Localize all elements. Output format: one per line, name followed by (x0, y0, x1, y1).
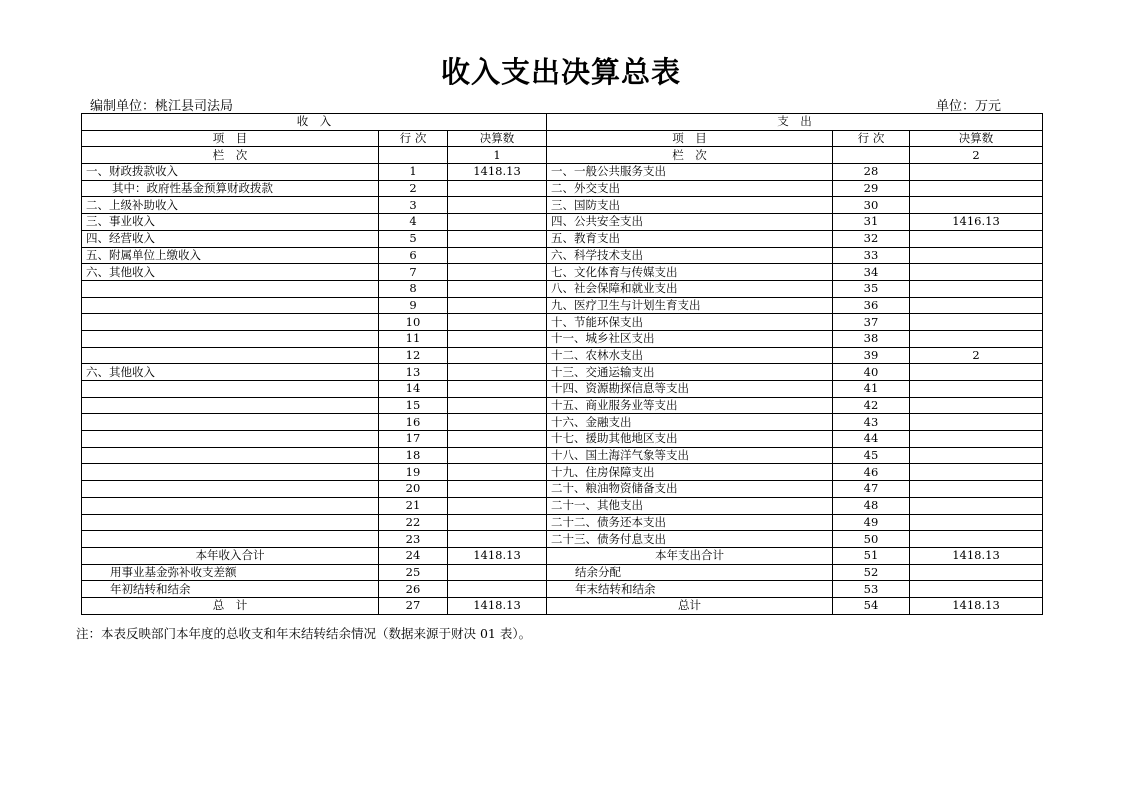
income-row-no-cell: 2 (379, 180, 448, 197)
income-row-no-cell: 16 (379, 414, 448, 431)
income-amount-cell (448, 431, 547, 448)
table-row (82, 264, 1043, 281)
income-item-cell: 用事业基金弥补收支差额 (82, 564, 379, 581)
income-row-no-cell: 25 (379, 564, 448, 581)
income-amount-header: 决算数 (448, 130, 547, 147)
income-row-no-cell: 7 (379, 264, 448, 281)
income-amount-cell: 1418.13 (448, 597, 547, 614)
expense-amount-cell (910, 247, 1043, 264)
expense-amount-cell (910, 314, 1043, 331)
expense-amount-cell (910, 364, 1043, 381)
table-row (82, 230, 1043, 247)
income-item-cell: 总 计 (82, 597, 379, 614)
income-item-cell (82, 347, 379, 364)
expense-row-no-cell: 39 (833, 347, 910, 364)
income-row-no-cell: 5 (379, 230, 448, 247)
expense-item-cell: 十七、援助其他地区支出 (547, 431, 833, 448)
income-item-cell: 其中：政府性基金预算财政拨款 (82, 180, 379, 197)
income-item-cell (82, 481, 379, 498)
table-row (82, 214, 1043, 231)
expense-row-no-cell: 45 (833, 447, 910, 464)
footnote: 注：本表反映部门本年度的总收支和年末结转结余情况（数据来源于财决 01 表）。 (76, 626, 532, 641)
income-amount-cell (448, 197, 547, 214)
income-item-cell (82, 447, 379, 464)
income-row-no-cell: 3 (379, 197, 448, 214)
table-row (82, 330, 1043, 347)
table-row (82, 297, 1043, 314)
expense-item-cell: 一、一般公共服务支出 (547, 164, 833, 181)
income-column-label: 栏 次 (82, 147, 379, 164)
expense-amount-cell (910, 280, 1043, 297)
income-amount-cell (448, 264, 547, 281)
expense-item-cell: 九、医疗卫生与计划生育支出 (547, 297, 833, 314)
income-amount-cell (448, 330, 547, 347)
expense-row-no-cell: 40 (833, 364, 910, 381)
income-item-cell (82, 414, 379, 431)
expense-row-no-cell: 49 (833, 514, 910, 531)
column-index-row (82, 147, 1043, 164)
total-row (82, 564, 1043, 581)
table-row (82, 381, 1043, 398)
expense-item-cell: 八、社会保障和就业支出 (547, 280, 833, 297)
income-amount-cell (448, 314, 547, 331)
expense-amount-cell (910, 431, 1043, 448)
expense-amount-cell (910, 397, 1043, 414)
income-row-no-cell: 13 (379, 364, 448, 381)
income-item-cell (82, 431, 379, 448)
income-column-index: 1 (448, 147, 547, 164)
expense-row-no-cell: 52 (833, 564, 910, 581)
income-row-no-cell: 15 (379, 397, 448, 414)
income-item-cell: 五、附属单位上缴收入 (82, 247, 379, 264)
table-row (82, 397, 1043, 414)
expense-row-no-cell: 34 (833, 264, 910, 281)
income-item-cell: 一、财政拨款收入 (82, 164, 379, 181)
page-title: 收入支出决算总表 (440, 55, 681, 89)
income-amount-cell (448, 381, 547, 398)
income-amount-cell (448, 581, 547, 598)
income-row-no-cell: 12 (379, 347, 448, 364)
income-row-no-cell: 26 (379, 581, 448, 598)
income-row-no-cell: 9 (379, 297, 448, 314)
expense-amount-cell: 1418.13 (910, 547, 1043, 564)
expense-row-no-cell: 33 (833, 247, 910, 264)
income-row-no-cell: 1 (379, 164, 448, 181)
expense-amount-cell (910, 514, 1043, 531)
expense-amount-cell (910, 330, 1043, 347)
expense-row-no-cell: 42 (833, 397, 910, 414)
expense-row-no-cell: 43 (833, 414, 910, 431)
income-item-cell (82, 514, 379, 531)
expense-item-cell: 二十三、债务付息支出 (547, 531, 833, 548)
income-expense-table (81, 113, 1043, 615)
income-amount-cell (448, 347, 547, 364)
income-amount-cell (448, 180, 547, 197)
total-row (82, 547, 1043, 564)
table-row (82, 531, 1043, 548)
expense-amount-cell (910, 414, 1043, 431)
table-row (82, 414, 1043, 431)
expense-item-header: 项 目 (547, 130, 833, 147)
income-amount-cell (448, 230, 547, 247)
expense-item-cell: 十三、交通运输支出 (547, 364, 833, 381)
income-item-header: 项 目 (82, 130, 379, 147)
expense-row-no-cell: 41 (833, 381, 910, 398)
income-item-cell: 年初结转和结余 (82, 581, 379, 598)
income-amount-cell (448, 364, 547, 381)
income-row-no-cell: 20 (379, 481, 448, 498)
expense-item-cell: 二、外交支出 (547, 180, 833, 197)
income-item-cell: 六、其他收入 (82, 264, 379, 281)
expense-item-cell: 十一、城乡社区支出 (547, 330, 833, 347)
expense-row-no-cell: 31 (833, 214, 910, 231)
income-row-no-cell: 11 (379, 330, 448, 347)
expense-row-no-cell: 46 (833, 464, 910, 481)
income-row-no-cell: 10 (379, 314, 448, 331)
expense-amount-cell (910, 381, 1043, 398)
expense-column-label: 栏 次 (547, 147, 833, 164)
income-column-index-blank (379, 147, 448, 164)
expense-item-cell: 三、国防支出 (547, 197, 833, 214)
income-item-cell: 六、其他收入 (82, 364, 379, 381)
table-row (82, 247, 1043, 264)
table-row (82, 197, 1043, 214)
expense-row-no-header: 行 次 (833, 130, 910, 147)
reporting-unit: 编制单位：桃江县司法局 (90, 99, 234, 114)
income-item-cell (82, 397, 379, 414)
expense-amount-cell (910, 264, 1043, 281)
income-item-cell (82, 464, 379, 481)
table-row (82, 164, 1043, 181)
expense-row-no-cell: 51 (833, 547, 910, 564)
table-row (82, 180, 1043, 197)
income-amount-cell (448, 514, 547, 531)
total-row (82, 581, 1043, 598)
table-row (82, 347, 1043, 364)
table-row (82, 464, 1043, 481)
expense-amount-cell: 2 (910, 347, 1043, 364)
income-row-no-cell: 8 (379, 280, 448, 297)
expense-amount-cell (910, 180, 1043, 197)
table-row (82, 280, 1043, 297)
income-amount-cell: 1418.13 (448, 164, 547, 181)
income-row-no-cell: 24 (379, 547, 448, 564)
table-row (82, 447, 1043, 464)
income-amount-cell (448, 414, 547, 431)
expense-item-cell: 总计 (547, 597, 833, 614)
expense-row-no-cell: 29 (833, 180, 910, 197)
expense-item-cell: 年末结转和结余 (547, 581, 833, 598)
expense-item-cell: 结余分配 (547, 564, 833, 581)
income-row-no-cell: 23 (379, 531, 448, 548)
income-row-no-header: 行 次 (379, 130, 448, 147)
expense-amount-cell (910, 164, 1043, 181)
expense-row-no-cell: 50 (833, 531, 910, 548)
income-amount-cell (448, 447, 547, 464)
income-row-no-cell: 21 (379, 497, 448, 514)
expense-column-index: 2 (910, 147, 1043, 164)
expense-amount-cell: 1418.13 (910, 597, 1043, 614)
expense-item-cell: 十五、商业服务业等支出 (547, 397, 833, 414)
income-amount-cell: 1418.13 (448, 547, 547, 564)
income-item-cell: 二、上级补助收入 (82, 197, 379, 214)
table-row (82, 314, 1043, 331)
table-row (82, 364, 1043, 381)
expense-item-cell: 十二、农林水支出 (547, 347, 833, 364)
income-amount-cell (448, 531, 547, 548)
income-row-no-cell: 6 (379, 247, 448, 264)
section-header-row (82, 114, 1043, 131)
expense-row-no-cell: 28 (833, 164, 910, 181)
income-amount-cell (448, 481, 547, 498)
income-item-cell (82, 531, 379, 548)
expense-amount-cell (910, 564, 1043, 581)
income-amount-cell (448, 247, 547, 264)
expense-item-cell: 本年支出合计 (547, 547, 833, 564)
expense-row-no-cell: 54 (833, 597, 910, 614)
expense-item-cell: 二十二、债务还本支出 (547, 514, 833, 531)
income-row-no-cell: 22 (379, 514, 448, 531)
income-item-cell: 三、事业收入 (82, 214, 379, 231)
expense-item-cell: 十四、资源勘探信息等支出 (547, 381, 833, 398)
expense-amount-cell (910, 230, 1043, 247)
income-item-cell (82, 297, 379, 314)
income-item-cell: 本年收入合计 (82, 547, 379, 564)
expense-item-cell: 四、公共安全支出 (547, 214, 833, 231)
income-row-no-cell: 18 (379, 447, 448, 464)
income-item-cell (82, 314, 379, 331)
expense-amount-cell (910, 447, 1043, 464)
income-row-no-cell: 4 (379, 214, 448, 231)
expense-row-no-cell: 47 (833, 481, 910, 498)
income-amount-cell (448, 397, 547, 414)
income-amount-cell (448, 497, 547, 514)
income-item-cell (82, 280, 379, 297)
income-item-cell (82, 497, 379, 514)
income-amount-cell (448, 564, 547, 581)
expense-row-no-cell: 30 (833, 197, 910, 214)
expense-row-no-cell: 38 (833, 330, 910, 347)
total-row (82, 597, 1043, 614)
expense-amount-cell (910, 297, 1043, 314)
expense-item-cell: 二十、粮油物资储备支出 (547, 481, 833, 498)
table-row (82, 431, 1043, 448)
expense-row-no-cell: 36 (833, 297, 910, 314)
table-row (82, 497, 1043, 514)
expense-amount-header: 决算数 (910, 130, 1043, 147)
expense-item-cell: 十六、金融支出 (547, 414, 833, 431)
expense-amount-cell (910, 481, 1043, 498)
expense-row-no-cell: 37 (833, 314, 910, 331)
income-amount-cell (448, 297, 547, 314)
expense-section-header: 支 出 (547, 114, 1043, 131)
expense-row-no-cell: 35 (833, 280, 910, 297)
column-header-row (82, 130, 1043, 147)
expense-amount-cell: 1416.13 (910, 214, 1043, 231)
currency-unit: 单位：万元 (936, 99, 1002, 114)
income-amount-cell (448, 464, 547, 481)
expense-item-cell: 十、节能环保支出 (547, 314, 833, 331)
income-row-no-cell: 19 (379, 464, 448, 481)
expense-item-cell: 十八、国土海洋气象等支出 (547, 447, 833, 464)
table-row (82, 481, 1043, 498)
expense-row-no-cell: 32 (833, 230, 910, 247)
expense-row-no-cell: 48 (833, 497, 910, 514)
income-amount-cell (448, 280, 547, 297)
income-section-header: 收 入 (82, 114, 547, 131)
expense-item-cell: 十九、住房保障支出 (547, 464, 833, 481)
income-amount-cell (448, 214, 547, 231)
expense-item-cell: 五、教育支出 (547, 230, 833, 247)
income-row-no-cell: 27 (379, 597, 448, 614)
expense-item-cell: 六、科学技术支出 (547, 247, 833, 264)
expense-item-cell: 二十一、其他支出 (547, 497, 833, 514)
expense-item-cell: 七、文化体育与传媒支出 (547, 264, 833, 281)
expense-amount-cell (910, 464, 1043, 481)
expense-row-no-cell: 44 (833, 431, 910, 448)
expense-amount-cell (910, 531, 1043, 548)
expense-amount-cell (910, 197, 1043, 214)
expense-row-no-cell: 53 (833, 581, 910, 598)
expense-column-index-blank (833, 147, 910, 164)
table-row (82, 514, 1043, 531)
expense-amount-cell (910, 581, 1043, 598)
income-row-no-cell: 17 (379, 431, 448, 448)
income-item-cell (82, 381, 379, 398)
income-item-cell: 四、经营收入 (82, 230, 379, 247)
income-item-cell (82, 330, 379, 347)
income-row-no-cell: 14 (379, 381, 448, 398)
expense-amount-cell (910, 497, 1043, 514)
